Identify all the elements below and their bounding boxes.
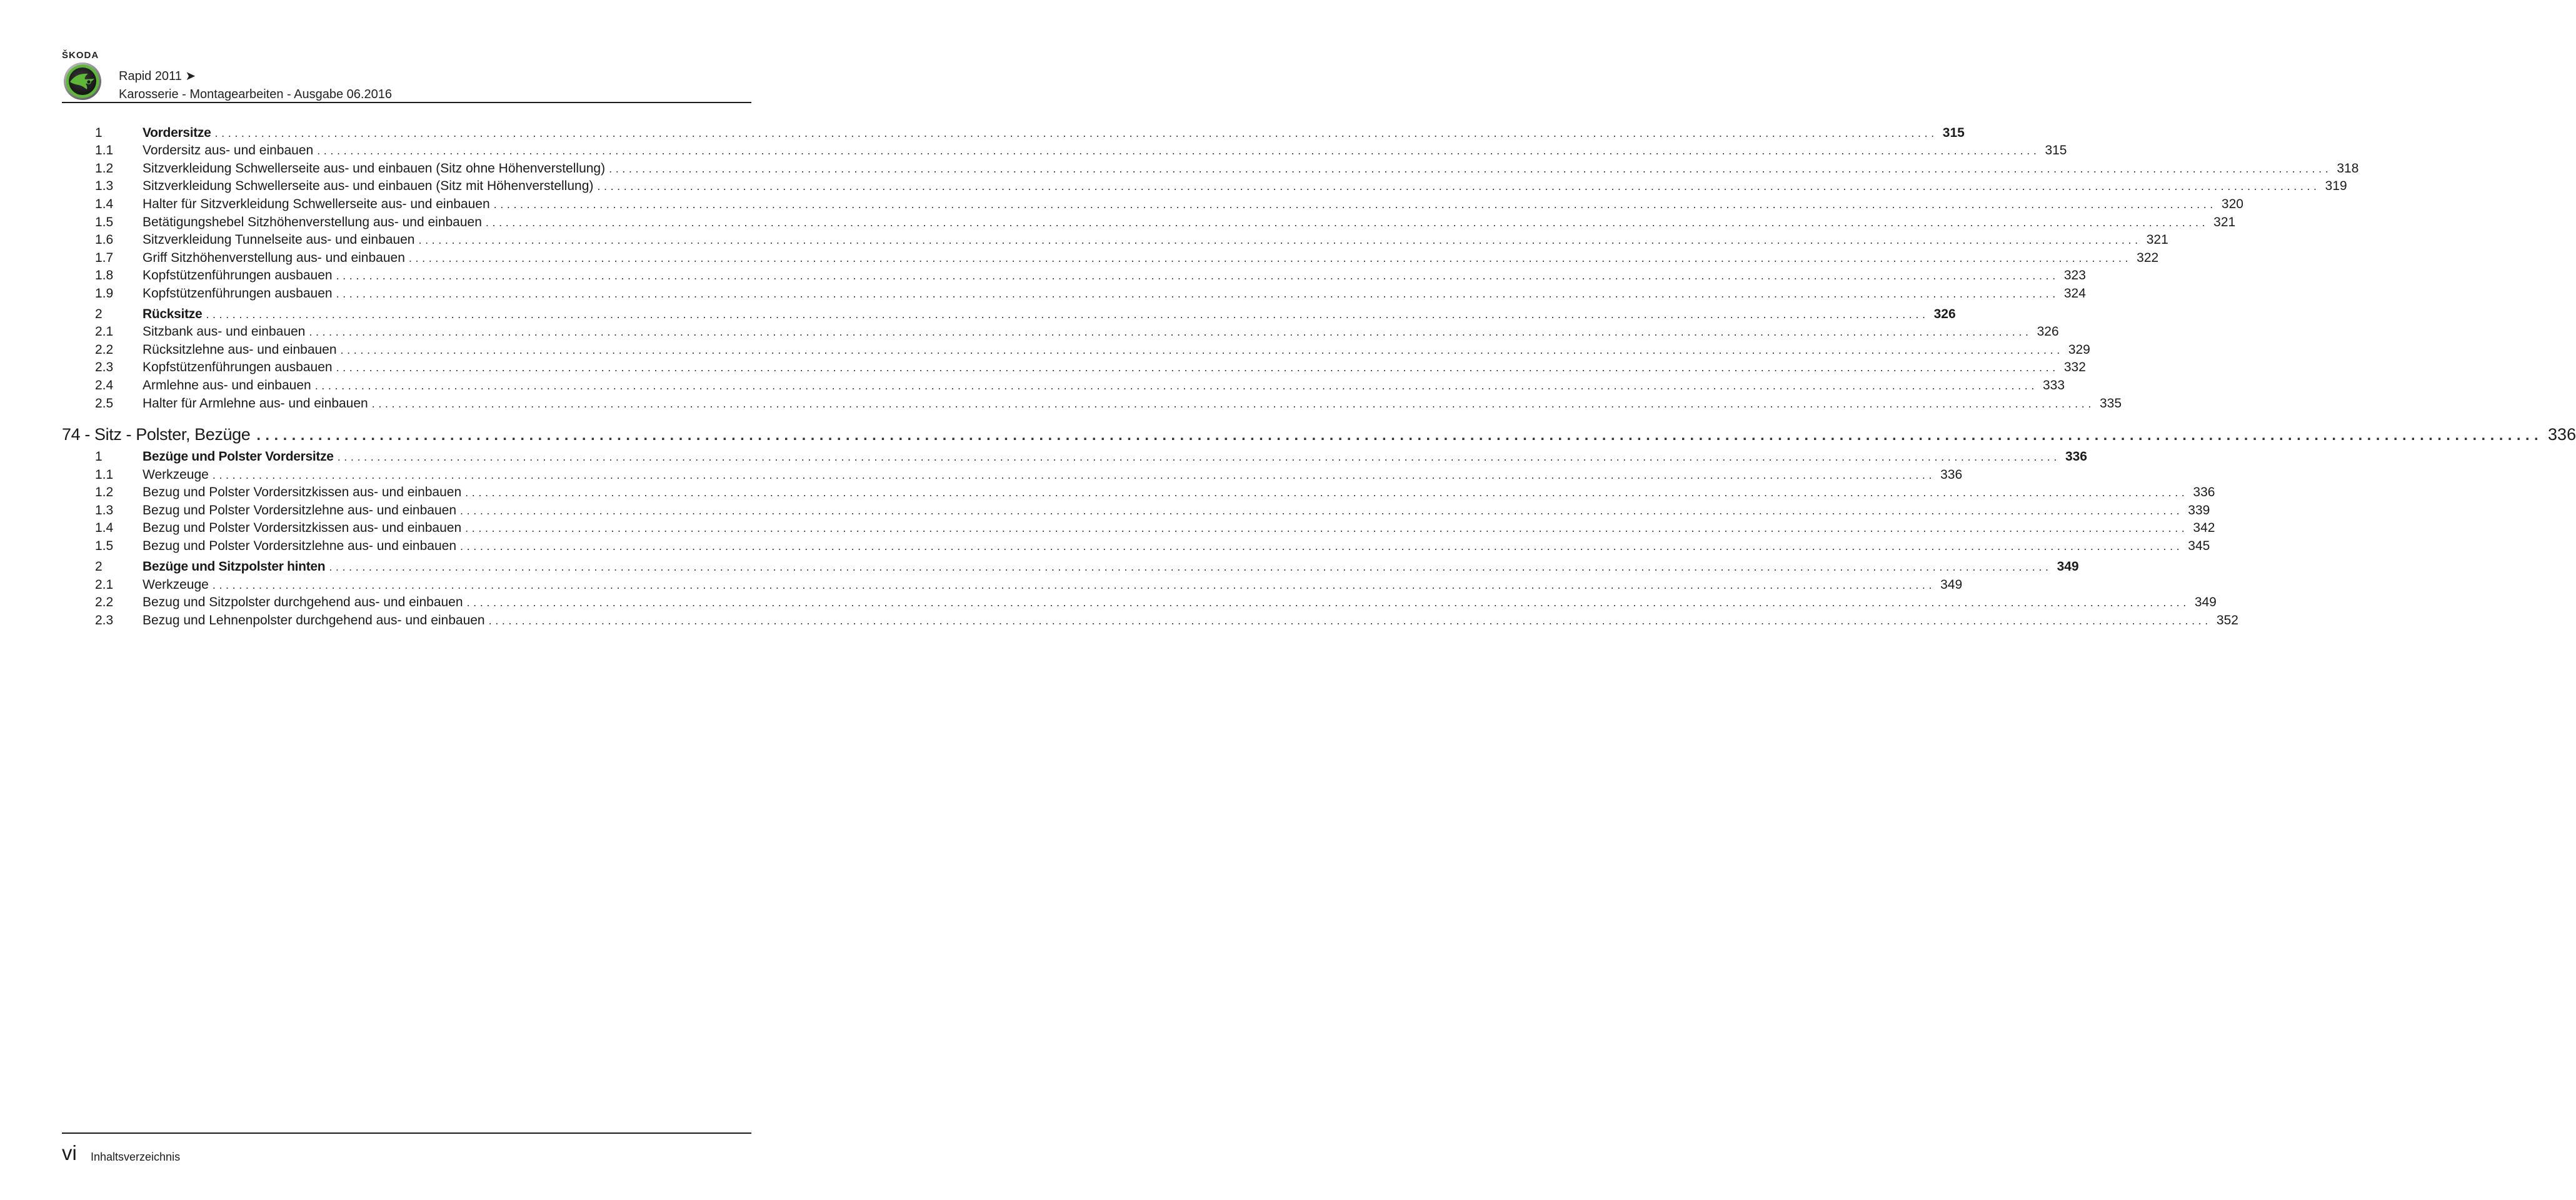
- toc-entry-page: 336: [2548, 425, 2576, 444]
- toc-entry-page: 318: [2337, 161, 2359, 176]
- toc-entry-number: 1: [95, 126, 103, 140]
- toc-section-entry[interactable]: [95, 124, 1965, 142]
- toc-entry-page: 320: [2221, 197, 2243, 211]
- toc-entry-page: 315: [1942, 126, 1965, 140]
- toc-entry-number: 1.5: [95, 215, 114, 229]
- toc-entry[interactable]: [95, 484, 2215, 501]
- toc-dot-leader: ....................................................................................................................................................................................................................................................................: [336, 361, 2059, 374]
- toc-dot-leader: ....................................................................................................................................................................................................................................................................: [460, 504, 2183, 517]
- toc-entry-page: 326: [1933, 307, 1956, 321]
- toc-entry-number: 2.3: [95, 360, 114, 374]
- toc-dot-leader: ....................................................................................................................................................................................................................................................................: [408, 252, 2132, 264]
- toc-section-entry[interactable]: [95, 306, 1956, 323]
- toc-entry-number: 1.1: [95, 468, 114, 482]
- footer-section-label: Inhaltsverzeichnis: [91, 1151, 181, 1163]
- toc-entry[interactable]: [95, 196, 2243, 213]
- toc-dot-leader: ....................................................................................................................................................................................................................................................................: [206, 308, 1929, 321]
- toc-entry-title: Bezüge und Sitzpolster hinten: [143, 559, 326, 574]
- toc-entry-title: Kopfstützenführungen ausbauen: [143, 360, 333, 374]
- toc-entry-number: 1.5: [95, 539, 114, 553]
- toc-entry-title: Bezug und Sitzpolster durchgehend aus- und einbauen: [143, 595, 463, 609]
- toc-entry[interactable]: [95, 249, 2159, 267]
- toc-dot-leader: ....................................................................................................................................................................................................................................................................: [314, 379, 2038, 392]
- toc-entry-number: 1.9: [95, 286, 114, 301]
- toc-entry-title: Rücksitzlehne aus- und einbauen: [143, 342, 337, 357]
- toc-entry-page: 336: [2065, 449, 2087, 464]
- toc-entry-page: 349: [2194, 595, 2217, 609]
- toc-entry-page: 336: [2193, 485, 2215, 499]
- toc-entry-number: 1.7: [95, 251, 114, 265]
- toc-dot-leader: ....................................................................................................................................................................................................................................................................: [317, 144, 2040, 157]
- toc-dot-leader: ....................................................................................................................................................................................................................................................................: [212, 469, 1936, 481]
- toc-entry[interactable]: [95, 231, 2168, 249]
- toc-entry[interactable]: [95, 377, 2065, 394]
- header-divider: [62, 102, 751, 103]
- toc-entry-number: 2.3: [95, 613, 114, 628]
- toc-entry-page: 352: [2216, 613, 2238, 628]
- toc-entry-title: Vordersitze: [143, 126, 211, 140]
- toc-entry-page: 326: [2037, 324, 2059, 339]
- toc-dot-leader: ....................................................................................................................................................................................................................................................................: [371, 398, 2095, 410]
- toc-entry-page: 342: [2193, 521, 2215, 535]
- toc-entry-number: 2.2: [95, 342, 114, 357]
- toc-entry-title: Bezug und Polster Vordersitzlehne aus- und einbauen: [143, 503, 457, 518]
- toc-entry-page: 315: [2045, 143, 2067, 158]
- brand-wordmark: ŠKODA: [62, 50, 99, 61]
- toc-entry-number: 1.3: [95, 503, 114, 518]
- toc-entry-page: 339: [2188, 503, 2210, 518]
- toc-dot-leader: ....................................................................................................................................................................................................................................................................: [493, 198, 2217, 211]
- toc-entry[interactable]: [95, 178, 2347, 195]
- toc-entry-page: 322: [2137, 251, 2159, 265]
- toc-entry[interactable]: [95, 359, 2086, 376]
- toc-dot-leader: ....................................................................................................................................................................................................................................................................: [418, 234, 2142, 246]
- toc-dot-leader: ....................................................................................................................................................................................................................................................................: [329, 561, 2052, 573]
- toc-entry-title: Kopfstützenführungen ausbauen: [143, 268, 333, 282]
- toc-entry-title: Betätigungshebel Sitzhöhenverstellung aus- und einbauen: [143, 215, 482, 229]
- toc-entry[interactable]: [95, 323, 2059, 341]
- toc-dot-leader: ....................................................................................................................................................................................................................................................................: [488, 614, 2212, 627]
- toc-dot-leader: ....................................................................................................................................................................................................................................................................: [309, 326, 2032, 338]
- toc-entry-title: Halter für Sitzverkleidung Schwellerseite aus- und einbauen: [143, 197, 490, 211]
- toc-entry-title: Armlehne aus- und einbauen: [143, 378, 311, 392]
- toc-entry[interactable]: [95, 214, 2236, 231]
- toc-dot-leader: ....................................................................................................................................................................................................................................................................: [336, 288, 2059, 300]
- toc-dot-leader: ....................................................................................................................................................................................................................................................................: [597, 180, 2320, 192]
- toc-entry[interactable]: [95, 538, 2210, 555]
- toc-entry[interactable]: [95, 502, 2210, 519]
- toc-entry-number: 1.8: [95, 268, 114, 282]
- toc-entry-number: 1: [95, 449, 103, 464]
- toc-entry-title: Vordersitz aus- und einbauen: [143, 143, 314, 158]
- toc-entry-page: 349: [2057, 559, 2079, 574]
- toc-entry-number: 1.1: [95, 143, 114, 158]
- toc-entry-number: 1.4: [95, 197, 114, 211]
- toc-entry-page: 323: [2063, 268, 2086, 282]
- toc-entry-number: 2: [95, 559, 103, 574]
- toc-entry-title: Bezug und Polster Vordersitzkissen aus- und einbauen: [143, 485, 462, 499]
- toc-dot-leader: ....................................................................................................................................................................................................................................................................: [460, 540, 2183, 552]
- toc-entry-page: 329: [2068, 342, 2090, 357]
- toc-entry[interactable]: [95, 612, 2238, 629]
- toc-entry-page: 324: [2063, 286, 2086, 301]
- toc-entry[interactable]: [95, 576, 1963, 594]
- toc-entry-title: Bezug und Polster Vordersitzkissen aus- und einbauen: [143, 521, 462, 535]
- skoda-logo-icon: [62, 62, 103, 101]
- toc-entry-number: 2: [95, 307, 103, 321]
- toc-entry[interactable]: [95, 519, 2215, 537]
- toc-entry-title: Werkzeuge: [143, 578, 209, 592]
- toc-entry-page: 349: [1940, 578, 1963, 592]
- toc-dot-leader: ....................................................................................................................................................................................................................................................................: [336, 269, 2059, 282]
- toc-dot-leader: ....................................................................................................................................................................................................................................................................: [465, 522, 2188, 534]
- toc-entry-title: Griff Sitzhöhenverstellung aus- und einbauen: [143, 251, 405, 265]
- toc-entry-title: Bezug und Polster Vordersitzlehne aus- und einbauen: [143, 539, 457, 553]
- toc-entry-title: Sitzverkleidung Schwellerseite aus- und einbauen (Sitz ohne Höhenverstellung): [143, 161, 606, 176]
- toc-entry-number: 1.6: [95, 232, 114, 247]
- toc-entry-number: 1.4: [95, 521, 114, 535]
- toc-entry[interactable]: [95, 267, 2086, 284]
- toc-entry-title: Werkzeuge: [143, 468, 209, 482]
- toc-entry[interactable]: [95, 395, 2122, 412]
- toc-entry-title: Kopfstützenführungen ausbauen: [143, 286, 333, 301]
- toc-dot-leader: ....................................................................................................................................................................................................................................................................: [465, 486, 2188, 499]
- toc-entry-number: 1.3: [95, 179, 114, 193]
- toc-entry-page: 333: [2042, 378, 2065, 392]
- document-subtitle: Karosserie - Montagearbeiten - Ausgabe 06.2016: [119, 88, 392, 101]
- toc-entry-title: Bezüge und Polster Vordersitze: [143, 449, 334, 464]
- toc-section-entry[interactable]: [95, 558, 2079, 576]
- toc-entry-page: 345: [2188, 539, 2210, 553]
- toc-entry-number: 2.2: [95, 595, 114, 609]
- toc-entry-title: Rücksitze: [143, 307, 203, 321]
- toc-entry-title: Halter für Armlehne aus- und einbauen: [143, 396, 368, 411]
- footer-divider: [62, 1132, 751, 1134]
- toc-chapter-entry[interactable]: [62, 424, 2576, 445]
- toc-dot-leader: ....................................................................................................................................................................................................................................................................: [466, 596, 2190, 609]
- toc-entry-page: 321: [2146, 232, 2168, 247]
- toc-entry-number: 2.4: [95, 378, 114, 392]
- toc-entry-title: Sitzbank aus- und einbauen: [143, 324, 306, 339]
- toc-dot-leader: ....................................................................................................................................................................................................................................................................: [256, 427, 2543, 444]
- toc-entry-page: 321: [2213, 215, 2236, 229]
- toc-entry-number: 1.2: [95, 485, 114, 499]
- toc-entry-title: Bezug und Lehnenpolster durchgehend aus- und einbauen: [143, 613, 485, 628]
- toc-entry[interactable]: [95, 285, 2086, 302]
- toc-entry[interactable]: [95, 142, 2067, 159]
- document-title: Rapid 2011 ➤: [119, 69, 196, 83]
- toc-entry-page: 336: [1940, 468, 1963, 482]
- toc-section-entry[interactable]: [95, 448, 2087, 466]
- toc-dot-leader: ....................................................................................................................................................................................................................................................................: [485, 216, 2209, 229]
- toc-entry-page: 319: [2325, 179, 2347, 193]
- toc-entry-title: 74 - Sitz - Polster, Bezüge: [62, 425, 251, 444]
- toc-entry[interactable]: [95, 466, 1963, 484]
- toc-entry-number: 2.1: [95, 324, 114, 339]
- toc-dot-leader: ....................................................................................................................................................................................................................................................................: [609, 162, 2332, 175]
- toc-entry[interactable]: [95, 594, 2217, 611]
- toc-entry-title: Sitzverkleidung Schwellerseite aus- und einbauen (Sitz mit Höhenverstellung): [143, 179, 594, 193]
- toc-entry-number: 1.2: [95, 161, 114, 176]
- toc-dot-leader: ....................................................................................................................................................................................................................................................................: [214, 127, 1938, 139]
- toc-entry[interactable]: [95, 160, 2359, 178]
- toc-dot-leader: ....................................................................................................................................................................................................................................................................: [337, 451, 2060, 463]
- toc-entry-page: 335: [2100, 396, 2122, 411]
- toc-entry-number: 2.1: [95, 578, 114, 592]
- toc-entry-page: 332: [2063, 360, 2086, 374]
- footer-page-number: vi: [62, 1141, 77, 1164]
- toc-dot-leader: ....................................................................................................................................................................................................................................................................: [212, 579, 1936, 591]
- toc-entry-title: Sitzverkleidung Tunnelseite aus- und einbauen: [143, 232, 415, 247]
- toc-dot-leader: ....................................................................................................................................................................................................................................................................: [340, 344, 2063, 356]
- toc-entry-number: 2.5: [95, 396, 114, 411]
- toc-entry[interactable]: [95, 341, 2090, 359]
